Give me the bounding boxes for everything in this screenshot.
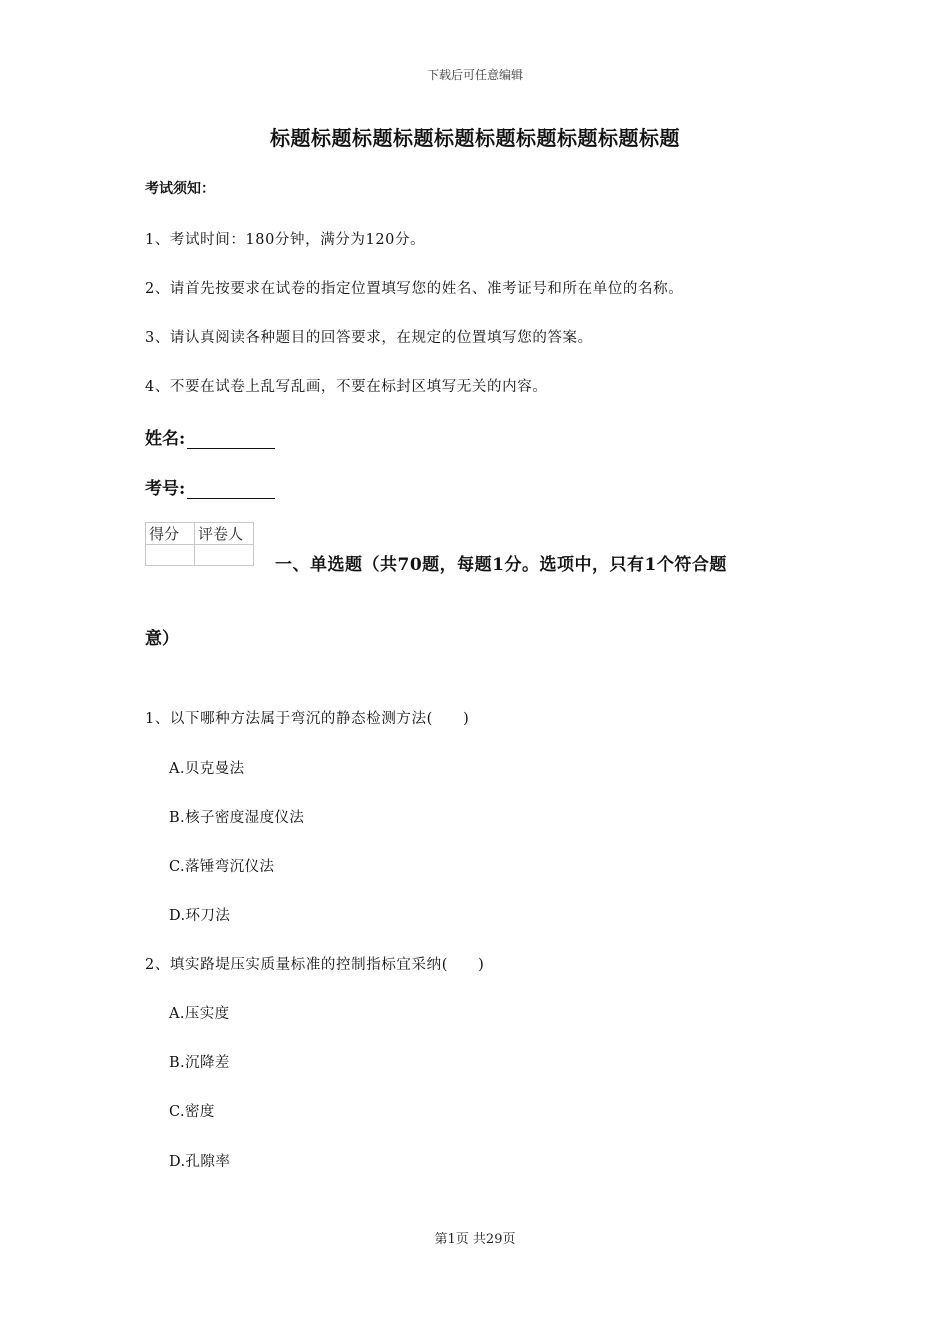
score-header: 得分: [146, 523, 195, 545]
question-2-option-b: B.沉降差: [169, 1055, 230, 1071]
section-title-continued: 意）: [145, 629, 179, 649]
exam-id-field: [145, 474, 275, 499]
grader-header: 评卷人: [195, 523, 254, 545]
question-1-option-d: D.环刀法: [169, 908, 231, 924]
question-1-option-a: A.贝克曼法: [169, 761, 245, 777]
notice-heading: 考试须知：: [145, 181, 215, 197]
question-2-option-a: A.压实度: [169, 1006, 230, 1022]
exam-id-label: 考号:: [145, 479, 186, 499]
score-table: [145, 522, 254, 566]
name-blank-line[interactable]: [187, 432, 275, 449]
question-2-option-d: D.孔隙率: [169, 1154, 231, 1170]
instruction-item: 3、请认真阅读各种题目的回答要求，在规定的位置填写您的答案。: [145, 330, 593, 346]
question-1-option-c: C.落锤弯沉仪法: [169, 859, 275, 875]
header-note: 下载后可任意编辑: [426, 68, 523, 82]
instruction-item: 2、请首先按要求在试卷的指定位置填写您的姓名、准考证号和所在单位的名称。: [145, 281, 684, 297]
grader-cell[interactable]: [195, 545, 254, 566]
document-title: 标题标题标题标题标题标题标题标题标题标题: [270, 126, 680, 150]
score-cell[interactable]: [146, 545, 195, 566]
section-title: 一、单选题（共70题，每题1分。选项中，只有1个符合题: [275, 555, 727, 575]
name-label: 姓名:: [145, 429, 186, 449]
question-1: 1、以下哪种方法属于弯沉的静态检测方法( ): [145, 711, 470, 727]
question-2-option-c: C.密度: [169, 1104, 215, 1120]
exam-id-blank-line[interactable]: [187, 482, 275, 499]
instruction-item: 1、考试时间：180分钟，满分为120分。: [145, 232, 426, 248]
instruction-item: 4、不要在试卷上乱写乱画，不要在标封区填写无关的内容。: [145, 379, 548, 395]
page-number: 第1页 共29页: [434, 1232, 516, 1247]
name-field: [145, 424, 275, 449]
question-2: 2、填实路堤压实质量标准的控制指标宜采纳( ): [145, 957, 485, 973]
question-1-option-b: B.核子密度湿度仪法: [169, 810, 305, 826]
